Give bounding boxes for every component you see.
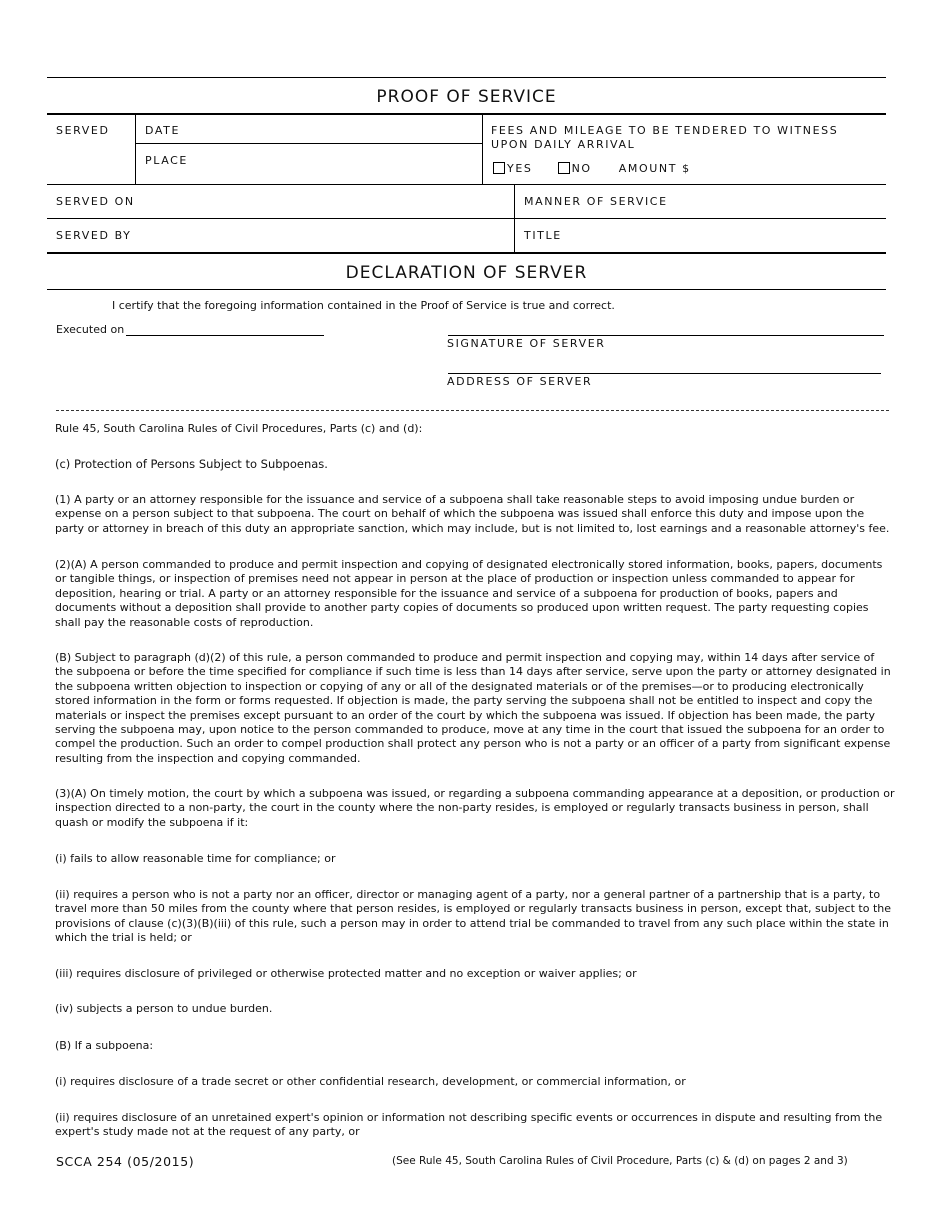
- fees-divider: [482, 114, 483, 184]
- clause-b-ii: (ii) requires disclosure of an unretained expert's opinion or information not describing specific events or occurrences in dispute and resulting from the expert's study made not at the request of any party, or: [55, 1111, 883, 1139]
- paragraph-1: (1) A party or an attorney responsible for the issuance and service of a subpoena shall take reasonable steps to avoid imposing undue burden or expense on a person subject to that subpoena. The court on behalf of which the subpoena was issued shall enforce this duty and impose upon the party or attorney in breach of this duty an appropriate sanction, which may include, but is not limited to, lost earnings and a reasonable attorney's fee.: [55, 493, 890, 535]
- paragraph-b-heading: (B) If a subpoena:: [55, 1039, 154, 1052]
- date-place-divider: [135, 143, 482, 144]
- signature-label: SIGNATURE OF SERVER: [447, 337, 606, 350]
- place-field[interactable]: PLACE: [145, 154, 188, 167]
- executed-on-label: Executed on: [56, 323, 125, 336]
- footer-note: (See Rule 45, South Carolina Rules of Civil Procedure, Parts (c) & (d) on pages 2 and 3): [392, 1155, 848, 1167]
- no-checkbox[interactable]: [558, 162, 570, 174]
- manner-of-service-field[interactable]: MANNER OF SERVICE: [524, 195, 668, 208]
- proof-title-rule: [47, 113, 886, 115]
- fees-options: [493, 162, 691, 175]
- amount-field[interactable]: AMOUNT $: [618, 162, 691, 175]
- served-by-field[interactable]: SERVED BY: [56, 229, 132, 242]
- proof-of-service-title: PROOF OF SERVICE: [376, 87, 557, 107]
- section-divider: [56, 410, 889, 411]
- address-line[interactable]: [448, 373, 881, 374]
- title-field[interactable]: TITLE: [524, 229, 562, 242]
- signature-line[interactable]: [448, 335, 884, 336]
- clause-iv: (iv) subjects a person to undue burden.: [55, 1002, 273, 1015]
- certify-statement: I certify that the foregoing information contained in the Proof of Service is true and correct.: [112, 299, 615, 312]
- executed-on-line[interactable]: [126, 335, 324, 336]
- clause-ii: (ii) requires a person who is not a party nor an officer, director or managing agent of a party, nor a general partner of a partnership that is a party, to travel more than 50 miles from the county where that person resides, is employed or regularly transacts business in person, except that, subject to the provisions of clause (c)(3)(B)(iii) of this rule, such a person may in order to attend trial be commanded to travel from any such place within the state in which the trial is held; or: [55, 888, 891, 945]
- yes-label: YES: [507, 162, 533, 175]
- clause-i: (i) fails to allow reasonable time for compliance; or: [55, 852, 336, 865]
- address-label: ADDRESS OF SERVER: [447, 375, 593, 388]
- served-divider: [135, 114, 136, 184]
- declaration-title: DECLARATION OF SERVER: [345, 263, 588, 283]
- clause-b-i: (i) requires disclosure of a trade secret or other confidential research, development, or commercial information, or: [55, 1075, 686, 1088]
- served-on-field[interactable]: SERVED ON: [56, 195, 135, 208]
- declaration-title-rule: [47, 289, 886, 290]
- paragraph-3a: (3)(A) On timely motion, the court by which a subpoena was issued, or regarding a subpoena commanding appearance at a deposition, or production or inspection directed to a non-party, the court in the county where the non-party resides, is employed or regularly transacts business in person, shall quash or modify the subpoena if it:: [55, 787, 895, 829]
- no-label: NO: [571, 162, 592, 175]
- fees-label: FEES AND MILEAGE TO BE TENDERED TO WITNESS UPON DAILY ARRIVAL: [491, 124, 839, 151]
- top-rule: [47, 77, 886, 78]
- served-row-rule: [47, 184, 886, 185]
- section-c-heading: (c) Protection of Persons Subject to Subpoenas.: [55, 457, 328, 471]
- yes-checkbox[interactable]: [493, 162, 505, 174]
- served-label: SERVED: [56, 124, 110, 137]
- date-field[interactable]: DATE: [145, 124, 181, 137]
- form-id: SCCA 254 (05/2015): [56, 1154, 195, 1169]
- served-on-rule: [47, 218, 886, 219]
- rule-heading: Rule 45, South Carolina Rules of Civil Procedures, Parts (c) and (d):: [55, 422, 423, 435]
- paragraph-2b: (B) Subject to paragraph (d)(2) of this rule, a person commanded to produce and permit inspection and copying may, within 14 days after service of the subpoena or before the time specified for compliance if such time is less than 14 days after service, serve upon the party or attorney designated in the subpoena written objection to inspection or copying of any or all of the designated materials or of the premises—or to producing electronically stored information in the form or forms requested. If objection is made, the party serving the subpoena shall not be entitled to inspect and copy the materials or inspect the premises except pursuant to an order of the court by which the subpoena was issued. If objection has been made, the party serving the subpoena may, upon notice to the person commanded to produce, move at any time in the court that issued the subpoena for an order to compel the production. Such an order to compel production shall protect any person who is not a party or an officer of a party from significant expense resulting from the inspection and copying commanded.: [55, 651, 891, 765]
- clause-iii: (iii) requires disclosure of privileged or otherwise protected matter and no exception or waiver applies; or: [55, 967, 637, 980]
- paragraph-2a: (2)(A) A person commanded to produce and permit inspection and copying of designated electronically stored information, books, papers, documents or tangible things, or inspection of premises need not appear in person at the place of production or inspection unless commanded to appear for deposition, hearing or trial. A party or an attorney responsible for the issuance and service of a subpoena for production of books, papers and documents without a deposition shall provide to another party copies of documents so produced upon written request. The party requesting copies shall pay the reasonable costs of reproduction.: [55, 558, 883, 629]
- proof-bottom-rule: [47, 252, 886, 254]
